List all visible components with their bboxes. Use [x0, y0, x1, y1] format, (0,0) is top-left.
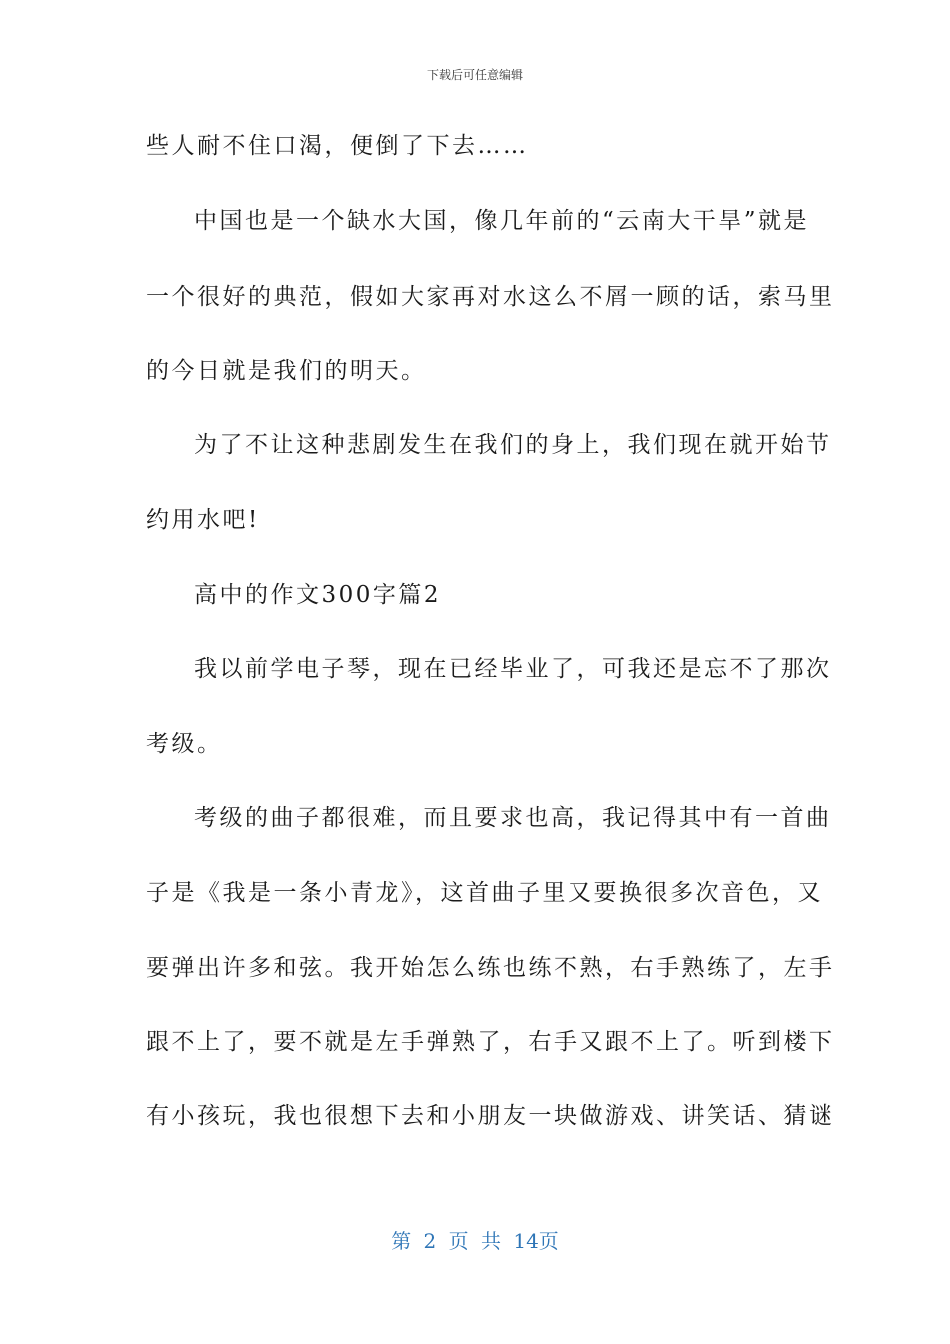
paragraph-line: 为了不让这种悲剧发生在我们的身上，我们现在就开始节 — [194, 432, 832, 458]
text-line: 考级。 — [146, 731, 223, 757]
text-line: 跟不上了，要不就是左手弹熟了，右手又跟不上了。听到楼下 — [146, 1029, 835, 1055]
text-line: 子是《我是一条小青龙》，这首曲子里又要换很多次音色，又 — [146, 880, 823, 906]
section-heading: 高中的作文300字篇2 — [194, 582, 442, 608]
text-line: 约用水吧! — [146, 507, 260, 533]
paragraph-line: 中国也是一个缺水大国，像几年前的“云南大干旱”就是 — [194, 208, 810, 234]
text-line: 的今日就是我们的明天。 — [146, 358, 427, 384]
paragraph-line: 我以前学电子琴，现在已经毕业了，可我还是忘不了那次 — [194, 656, 832, 682]
text-line: 有小孩玩，我也很想下去和小朋友一块做游戏、讲笑话、猜谜 — [146, 1103, 835, 1129]
header-note: 下载后可任意编辑 — [426, 68, 523, 82]
text-line: 些人耐不住口渴，便倒了下去…… — [146, 133, 529, 159]
page-number: 第 2 页 共 14页 — [391, 1229, 559, 1253]
text-line: 一个很好的典范，假如大家再对水这么不屑一顾的话，索马里 — [146, 284, 835, 310]
paragraph-line: 考级的曲子都很难，而且要求也高，我记得其中有一首曲 — [194, 805, 832, 831]
text-line: 要弹出许多和弦。我开始怎么练也练不熟，右手熟练了，左手 — [146, 955, 835, 981]
